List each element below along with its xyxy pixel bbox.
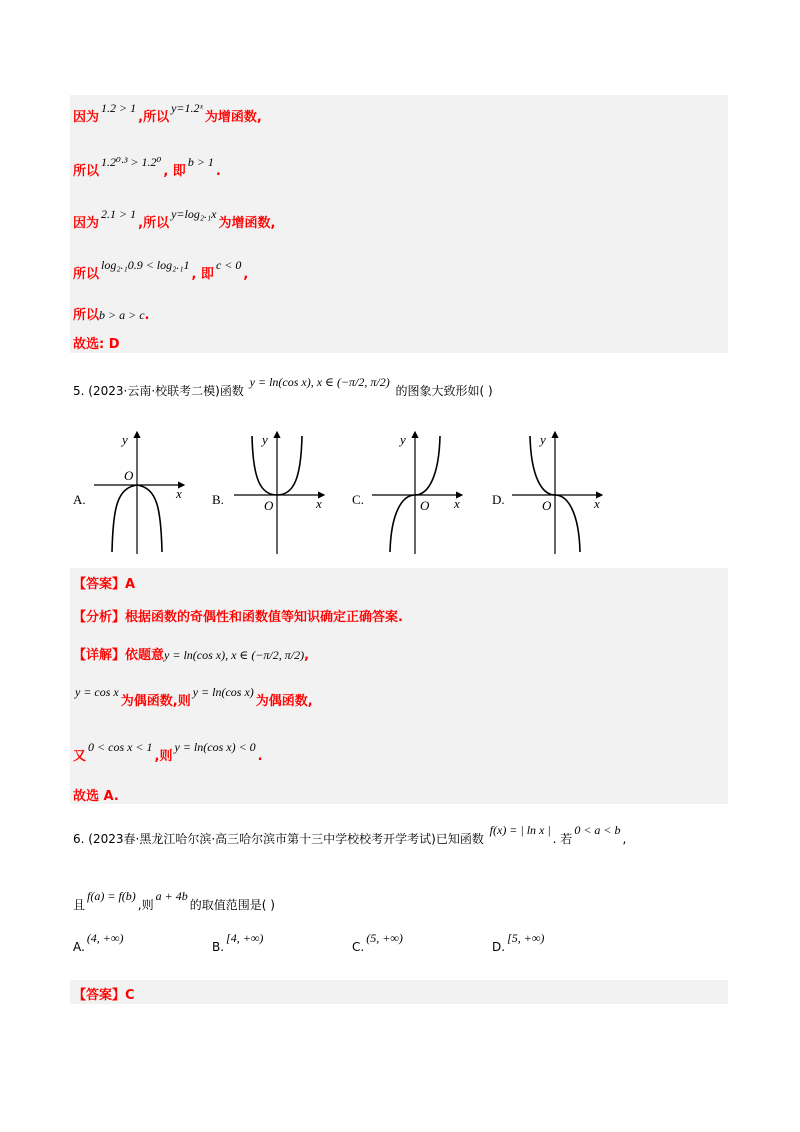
svg-text:y: y	[262, 432, 268, 447]
svg-text:x: x	[176, 486, 182, 501]
svg-text:O: O	[124, 468, 134, 483]
question-5: 5. (2023·云南·校联考二模)函数 y = ln(cos x), x ∈ (−π/2, π/2) 的图象大致形如( )	[73, 375, 493, 398]
question-6-option-d[interactable]: D.[5, +∞)	[492, 931, 545, 954]
question-6-option-a[interactable]: A.(4, +∞)	[73, 931, 124, 954]
analysis-5: 【分析】根据函数的奇偶性和函数值等知识确定正确答案.	[73, 610, 403, 625]
svg-text:O: O	[542, 498, 552, 513]
svg-text:x: x	[454, 496, 460, 511]
option-b-label: B.	[212, 492, 224, 507]
question-6: 6. (2023春·黑龙江哈尔滨·高三哈尔滨市第十三中学校校考开学考试)已知函数 f(x) = | ln x |. 若0 < a < b,	[73, 823, 627, 846]
solution-line-4: 所以log₂.₁0.9 < log₂.₁1, 即c < 0,	[73, 258, 249, 282]
svg-text:y: y	[540, 432, 546, 447]
question-6-option-c[interactable]: C.(5, +∞)	[352, 931, 403, 954]
detail-5-line-2: y = cos x为偶函数,则y = ln(cos x)为偶函数,	[75, 685, 313, 709]
svg-text:y: y	[400, 432, 406, 447]
svg-text:y: y	[122, 432, 128, 447]
solution-line-6: 故选: D	[73, 337, 120, 352]
question-6-line-2: 且f(a) = f(b),则a + 4b的取值范围是( )	[73, 889, 275, 912]
svg-text:O: O	[264, 498, 274, 513]
question-5-function: y = ln(cos x), x ∈ (−π/2, π/2)	[249, 375, 390, 389]
answer-5: 【答案】A	[73, 577, 136, 592]
option-c-label: C.	[352, 492, 364, 507]
solution-line-5: 所以b > a > c.	[73, 308, 150, 323]
answer-6: 【答案】C	[73, 988, 135, 1003]
option-a-label: A.	[73, 492, 86, 507]
detail-5-line-1: 【详解】依题意y = ln(cos x), x ∈ (−π/2, π/2),	[73, 648, 310, 663]
svg-text:x: x	[316, 496, 322, 511]
svg-text:x: x	[594, 496, 600, 511]
answer-block-q6	[70, 980, 728, 1004]
option-a-graph[interactable]	[92, 428, 192, 558]
option-c-graph[interactable]	[370, 428, 470, 558]
answer-block-q5	[70, 568, 728, 804]
detail-5-line-4: 故选 A.	[73, 789, 119, 804]
solution-line-2: 所以1.2⁰·³ > 1.2⁰, 即b > 1.	[73, 155, 221, 179]
solution-line-3: 因为2.1 > 1,所以y=log₂.₁x为增函数,	[73, 207, 276, 231]
option-b-graph[interactable]	[232, 428, 332, 558]
option-d-graph[interactable]	[510, 428, 610, 558]
question-6-option-b[interactable]: B.[4, +∞)	[212, 931, 264, 954]
svg-text:O: O	[420, 498, 430, 513]
solution-line-1: 因为1.2 > 1,所以y=1.2ˣ为增函数,	[73, 101, 262, 125]
detail-5-line-3: 又0 < cos x < 1,则y = ln(cos x) < 0.	[73, 740, 263, 764]
option-d-label: D.	[492, 492, 505, 507]
